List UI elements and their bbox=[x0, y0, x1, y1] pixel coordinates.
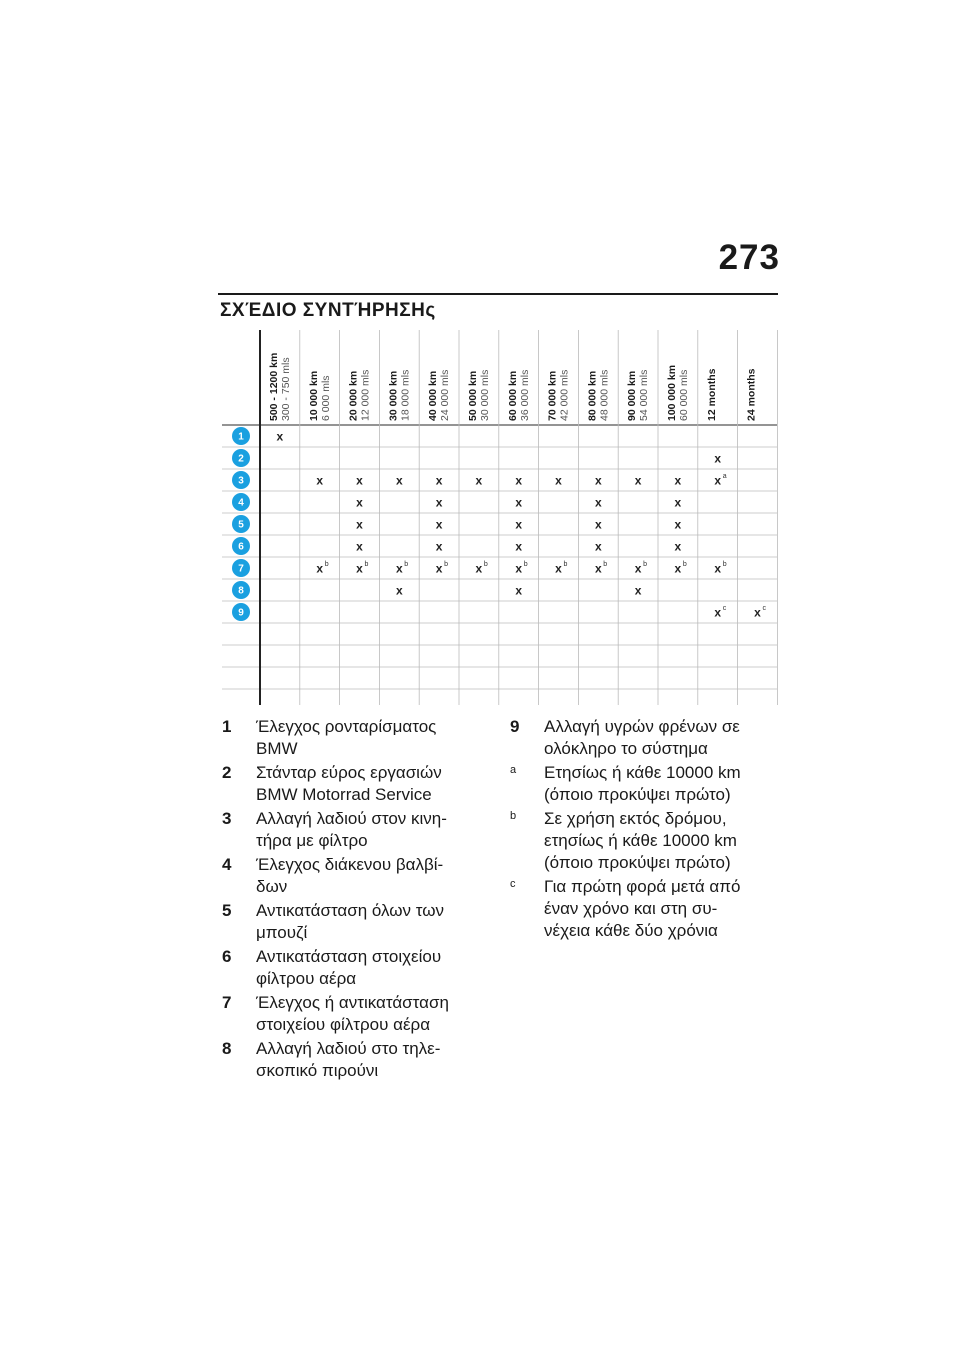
schedule-mark-footnote: b bbox=[483, 561, 488, 568]
schedule-mark-footnote: b bbox=[444, 561, 449, 568]
schedule-mark: x bbox=[714, 451, 722, 466]
schedule-mark: x bbox=[276, 429, 284, 444]
schedule-mark: x bbox=[594, 473, 602, 488]
column-header-mls: 42 000 mls bbox=[558, 369, 571, 421]
row-number-label: 8 bbox=[238, 585, 244, 597]
schedule-mark: x bbox=[594, 561, 602, 576]
column-header-mls: 6 000 mls bbox=[319, 375, 332, 421]
row-number-label: 2 bbox=[238, 453, 244, 465]
maintenance-schedule-table bbox=[222, 330, 778, 705]
column-header-km: 24 months bbox=[745, 368, 758, 421]
legend-item bbox=[222, 946, 484, 990]
legend-key: a bbox=[510, 764, 517, 776]
legend-key: 4 bbox=[222, 855, 232, 874]
column-header-km: 100 000 km bbox=[666, 364, 678, 421]
schedule-mark: x bbox=[714, 605, 722, 620]
legend-text: Σε χρήση εκτός δρόμου, ετησίως ή κάθε 10000 km (όποιο προκύψει πρώτο) bbox=[544, 809, 737, 872]
schedule-mark: x bbox=[515, 539, 523, 554]
column-header-km: 90 000 km bbox=[626, 370, 639, 421]
schedule-mark: x bbox=[634, 473, 642, 488]
legend-key: 6 bbox=[222, 947, 232, 966]
legend-key: 2 bbox=[222, 763, 232, 782]
legend-item bbox=[222, 992, 484, 1036]
schedule-mark: x bbox=[674, 473, 682, 488]
column-header-km: 500 - 1200 km bbox=[268, 352, 280, 421]
schedule-mark: x bbox=[356, 539, 363, 554]
row-number-label: 3 bbox=[238, 475, 244, 487]
schedule-mark: x bbox=[714, 473, 722, 488]
legend-text: Έλεγχος ρονταρίσματος BMW bbox=[256, 717, 437, 758]
column-header-km: 12 months bbox=[705, 368, 718, 421]
legend-item bbox=[510, 876, 778, 942]
row-number-label: 5 bbox=[238, 519, 244, 531]
legend-item bbox=[222, 808, 484, 852]
schedule-mark: x bbox=[515, 583, 523, 598]
schedule-mark: x bbox=[634, 583, 642, 598]
legend-item bbox=[510, 808, 778, 874]
column-header-mls: 24 000 mls bbox=[439, 369, 452, 421]
schedule-mark-footnote: b bbox=[364, 561, 369, 568]
schedule-mark: x bbox=[356, 495, 363, 510]
legend-key: b bbox=[510, 810, 517, 822]
row-number-label: 1 bbox=[238, 431, 244, 443]
legend-left-column bbox=[222, 716, 484, 1084]
schedule-mark: x bbox=[714, 561, 722, 576]
schedule-mark-footnote: c bbox=[762, 605, 766, 612]
section-title: ΣΧΈΔΙΟ ΣΥΝΤΉΡΗΣΗς bbox=[220, 300, 436, 321]
legend-item bbox=[222, 1038, 484, 1082]
column-header-mls: 18 000 mls bbox=[399, 369, 412, 421]
schedule-mark: x bbox=[395, 583, 403, 598]
schedule-mark-footnote: b bbox=[523, 561, 528, 568]
page-number: 273 bbox=[718, 238, 780, 277]
column-header-mls: 12 000 mls bbox=[359, 369, 372, 421]
schedule-mark: x bbox=[356, 561, 363, 576]
title-rule bbox=[218, 293, 778, 295]
schedule-mark: x bbox=[435, 495, 443, 510]
column-header-mls: 48 000 mls bbox=[598, 369, 611, 421]
schedule-mark: x bbox=[316, 473, 324, 488]
legend-text: Στάνταρ εύρος εργασιών BMW Motorrad Service bbox=[256, 763, 442, 804]
schedule-mark-footnote: b bbox=[603, 561, 608, 568]
schedule-mark-footnote: b bbox=[682, 561, 687, 568]
column-header-km: 60 000 km bbox=[506, 370, 519, 421]
schedule-mark: x bbox=[435, 517, 443, 532]
legend-item bbox=[510, 762, 778, 806]
column-header-mls: 300 - 750 mls bbox=[280, 357, 292, 421]
legend-text: Αντικατάσταση στοιχείου φίλτρου αέρα bbox=[256, 947, 442, 988]
schedule-mark-footnote: b bbox=[643, 561, 648, 568]
column-header-km: 30 000 km bbox=[387, 370, 400, 421]
legend-item bbox=[222, 716, 484, 760]
schedule-mark: x bbox=[594, 517, 602, 532]
legend-key: 8 bbox=[222, 1039, 232, 1058]
legend-text: Αντικατάσταση όλων των μπουζί bbox=[256, 901, 445, 942]
schedule-mark-footnote: b bbox=[404, 561, 409, 568]
column-header-km: 40 000 km bbox=[427, 370, 440, 421]
column-header-km: 70 000 km bbox=[546, 370, 559, 421]
legend-text: Αλλαγή λαδιού στο τηλε- σκοπικό πιρούνι bbox=[256, 1039, 441, 1080]
legend-text: Ετησίως ή κάθε 10000 km (όποιο προκύψει πρώτο) bbox=[544, 763, 741, 804]
schedule-mark: x bbox=[395, 473, 403, 488]
legend-key: 5 bbox=[222, 901, 232, 920]
schedule-mark: x bbox=[754, 605, 761, 620]
legend-item bbox=[222, 900, 484, 944]
legend-item bbox=[222, 854, 484, 898]
column-header-km: 10 000 km bbox=[307, 370, 320, 421]
schedule-mark: x bbox=[435, 561, 443, 576]
schedule-mark: x bbox=[555, 561, 562, 576]
legend-key: c bbox=[510, 878, 516, 890]
schedule-mark-footnote: b bbox=[324, 561, 329, 568]
legend-key: 3 bbox=[222, 809, 232, 828]
schedule-mark: x bbox=[674, 539, 682, 554]
schedule-mark: x bbox=[435, 473, 443, 488]
column-header-km: 20 000 km bbox=[347, 370, 360, 421]
schedule-mark: x bbox=[674, 495, 682, 510]
legend-key: 7 bbox=[222, 993, 232, 1012]
legend-text: Έλεγχος ή αντικατάσταση στοιχείου φίλτρου αέρα bbox=[256, 993, 449, 1034]
schedule-mark: x bbox=[356, 517, 363, 532]
schedule-mark: x bbox=[316, 561, 324, 576]
maintenance-schedule-grid bbox=[222, 330, 778, 705]
column-header-km: 80 000 km bbox=[586, 370, 599, 421]
schedule-mark: x bbox=[674, 517, 682, 532]
schedule-mark: x bbox=[395, 561, 403, 576]
schedule-mark: x bbox=[674, 561, 682, 576]
row-number-label: 7 bbox=[238, 563, 244, 575]
legend-text: Έλεγχος διάκενου βαλβί- δων bbox=[256, 855, 444, 896]
row-number-label: 4 bbox=[238, 497, 244, 509]
row-number-label: 9 bbox=[238, 607, 244, 619]
schedule-mark: x bbox=[555, 473, 562, 488]
legend-right-column bbox=[510, 716, 778, 944]
schedule-mark: x bbox=[515, 517, 523, 532]
legend-item bbox=[510, 716, 778, 760]
schedule-mark-footnote: b bbox=[563, 561, 568, 568]
column-header-mls: 36 000 mls bbox=[518, 369, 531, 421]
schedule-mark: x bbox=[475, 473, 483, 488]
schedule-mark-footnote: a bbox=[722, 473, 727, 480]
schedule-mark: x bbox=[475, 561, 483, 576]
schedule-mark: x bbox=[435, 539, 443, 554]
schedule-mark: x bbox=[515, 495, 523, 510]
schedule-mark: x bbox=[594, 539, 602, 554]
schedule-mark: x bbox=[515, 473, 523, 488]
column-header-mls: 30 000 mls bbox=[479, 369, 491, 421]
legend-item bbox=[222, 762, 484, 806]
column-header-mls: 54 000 mls bbox=[638, 369, 651, 421]
column-header-km: 50 000 km bbox=[467, 370, 479, 421]
column-header-mls: 60 000 mls bbox=[678, 369, 690, 421]
schedule-mark: x bbox=[594, 495, 602, 510]
legend-key: 9 bbox=[510, 717, 520, 736]
legend-text: Αλλαγή υγρών φρένων σε ολόκληρο το σύστημα bbox=[544, 717, 740, 758]
schedule-mark: x bbox=[634, 561, 642, 576]
legend-text: Για πρώτη φορά μετά από έναν χρόνο και στη συ- νέχεια κάθε δύο χρόνια bbox=[544, 877, 741, 940]
schedule-mark-footnote: c bbox=[722, 605, 727, 612]
legend-text: Αλλαγή λαδιού στον κινη- τήρα με φίλτρο bbox=[256, 809, 447, 850]
row-number-label: 6 bbox=[238, 541, 244, 553]
schedule-mark: x bbox=[515, 561, 523, 576]
legend-key: 1 bbox=[222, 717, 232, 736]
schedule-mark-footnote: b bbox=[722, 561, 727, 568]
schedule-mark: x bbox=[356, 473, 363, 488]
